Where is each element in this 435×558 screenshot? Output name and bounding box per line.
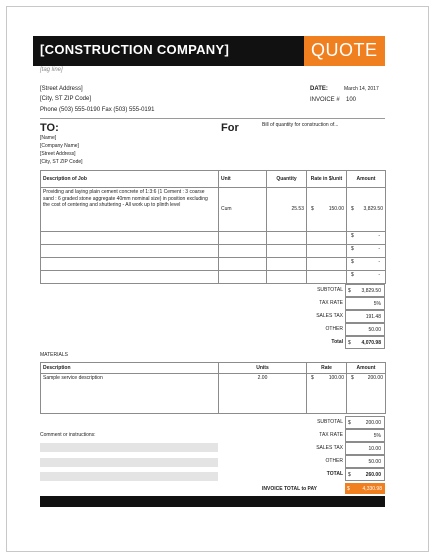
table-row: [41, 188, 386, 232]
date-value: March 14, 2017: [344, 86, 379, 92]
table-row: [41, 271, 386, 284]
total-currency: $: [348, 340, 351, 346]
salestax-label: SALES TAX: [316, 445, 343, 451]
job-amount: -: [378, 272, 380, 278]
col-header-description: Description of Job: [41, 171, 219, 188]
col-header-amount: Amount: [347, 171, 386, 188]
materials-table: [40, 362, 386, 414]
job-quantity: [267, 258, 307, 271]
invoice-total-currency: $: [347, 486, 350, 492]
job-rate: [307, 271, 347, 284]
job-description: [41, 232, 219, 245]
material-description: Sample service description: [41, 374, 219, 414]
invoice-total-value: 4,330.98: [362, 486, 382, 492]
other-value: 50.00: [368, 327, 381, 333]
col-header-quantity: Quantity: [267, 171, 307, 188]
total-row: [221, 336, 385, 349]
subtotal-label: SUBTOTAL: [317, 287, 343, 293]
subtotal-value: 3,829.50: [361, 288, 381, 294]
amount-currency: $: [351, 259, 354, 265]
subtotal-value: 200.00: [365, 420, 381, 426]
other-row: [221, 455, 385, 468]
material-units: 2.00: [219, 374, 307, 414]
rate-currency: $: [311, 375, 314, 381]
job-description: Providing and laying plain cement concrete of 1:3:6 (1 Cement : 3 coarse sand : 6 graded stone aggregate 40mm nominal size) in position excluding the cost of centering and shuttering - All work up to plinth level: [41, 188, 219, 232]
salestax-value: 191.48: [365, 314, 381, 320]
job-amount: -: [378, 233, 380, 239]
document-type: QUOTE: [311, 40, 378, 60]
total-row: [221, 468, 385, 481]
invoice-total-box: [345, 483, 385, 494]
to-name: [Name]: [40, 135, 57, 141]
subtotal-currency: $: [348, 288, 351, 294]
job-quantity: [267, 232, 307, 245]
job-unit: [219, 271, 267, 284]
for-description: Bill of quantity for construction of...: [262, 122, 339, 128]
other-value: 50.00: [368, 459, 381, 465]
invoice-total-label: INVOICE TOTAL to PAY: [262, 486, 318, 492]
other-row: [221, 323, 385, 336]
invoice-label: INVOICE #: [310, 97, 340, 103]
taxrate-value: 5%: [373, 301, 381, 307]
date-label: DATE:: [310, 86, 328, 92]
job-unit: Cum: [219, 188, 267, 232]
subtotal-row: [221, 416, 385, 429]
salestax-label: SALES TAX: [316, 313, 343, 319]
invoice-number: 100: [346, 97, 357, 103]
job-amount: 3,829.50: [363, 206, 383, 213]
to-street: [Street Address]: [40, 151, 76, 157]
job-unit: [219, 258, 267, 271]
materials-label: MATERIALS: [40, 352, 68, 358]
job-description: [41, 245, 219, 258]
col-header-units: Units: [219, 363, 307, 374]
total-value: 4,070.98: [361, 340, 381, 346]
table-row: [41, 258, 386, 271]
subtotal-currency: $: [348, 420, 351, 426]
material-rate: 100.00: [328, 375, 344, 381]
rate-currency: $: [311, 206, 314, 213]
amount-currency: $: [351, 246, 354, 252]
amount-currency: $: [351, 375, 354, 381]
job-quantity: [267, 245, 307, 258]
other-label: OTHER: [325, 326, 343, 332]
to-label: TO:: [40, 122, 59, 134]
taxrate-label: TAX RATE: [319, 300, 343, 306]
sender-phone-fax: Phone (503) 555-0190 Fax (503) 555-0191: [40, 107, 155, 113]
job-rate: [307, 245, 347, 258]
total-currency: $: [348, 472, 351, 478]
amount-currency: $: [351, 233, 354, 239]
sender-street: [Street Address]: [40, 86, 83, 92]
taxrate-label: TAX RATE: [319, 432, 343, 438]
table-row: [41, 232, 386, 245]
job-rate: 150.00: [328, 206, 344, 213]
col-header-rate: Rate: [307, 363, 347, 374]
table-row: [41, 374, 386, 414]
amount-currency: $: [351, 206, 354, 213]
job-unit: [219, 232, 267, 245]
col-header-amount: Amount: [347, 363, 386, 374]
jobs-table: [40, 170, 386, 284]
total-label: TOTAL: [326, 471, 343, 477]
subtotal-row: [221, 284, 385, 297]
table-row: [41, 245, 386, 258]
material-amount: 200.00: [367, 375, 383, 381]
taxrate-row: [221, 429, 385, 442]
comment-line[interactable]: [40, 472, 218, 481]
taxrate-row: [221, 297, 385, 310]
amount-currency: $: [351, 272, 354, 278]
job-quantity: 25.53: [267, 188, 307, 232]
subtotal-label: SUBTOTAL: [317, 419, 343, 425]
job-rate: [307, 258, 347, 271]
salestax-value: 10.00: [368, 446, 381, 452]
sender-city: [City, ST ZIP Code]: [40, 96, 92, 102]
taxrate-value: 5%: [373, 433, 381, 439]
col-header-description: Description: [41, 363, 219, 374]
footer-band: [40, 496, 385, 507]
tagline: [tag line]: [40, 67, 63, 73]
job-amount: -: [378, 259, 380, 265]
comment-line[interactable]: [40, 458, 218, 467]
job-unit: [219, 245, 267, 258]
job-quantity: [267, 271, 307, 284]
to-company: [Company Name]: [40, 143, 79, 149]
salestax-row: [221, 310, 385, 323]
comments-label: Comment or instructions:: [40, 432, 96, 438]
job-amount: -: [378, 246, 380, 252]
job-description: [41, 258, 219, 271]
comment-line[interactable]: [40, 443, 218, 452]
for-label: For: [221, 122, 239, 134]
header-divider: [40, 118, 385, 119]
salestax-row: [221, 442, 385, 455]
total-value: 260.00: [365, 472, 381, 478]
total-label: Total: [331, 339, 343, 345]
other-label: OTHER: [325, 458, 343, 464]
job-description: [41, 271, 219, 284]
job-rate: [307, 232, 347, 245]
col-header-rate: Rate in $/unit: [307, 171, 347, 188]
company-name: [CONSTRUCTION COMPANY]: [40, 42, 230, 57]
to-city: [City, ST ZIP Code]: [40, 159, 83, 165]
col-header-unit: Unit: [219, 171, 267, 188]
